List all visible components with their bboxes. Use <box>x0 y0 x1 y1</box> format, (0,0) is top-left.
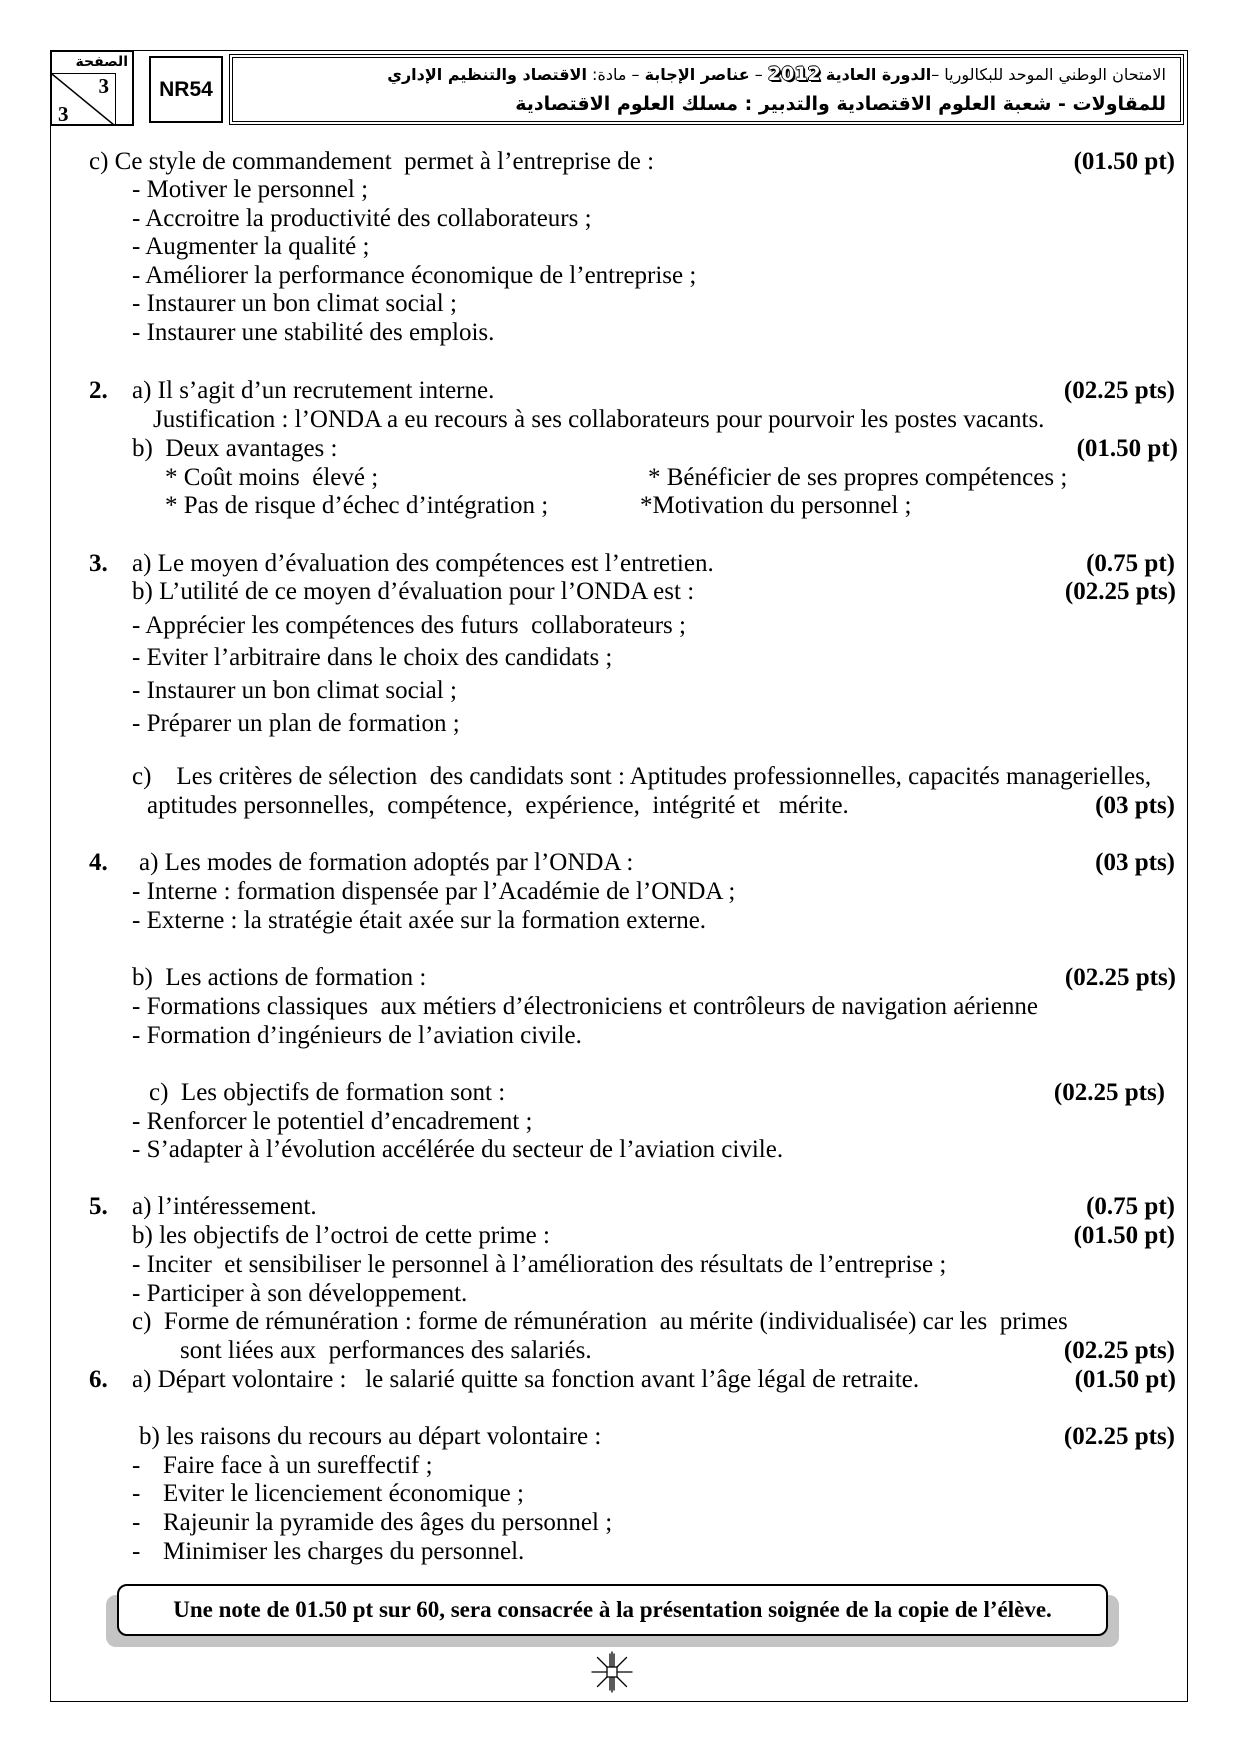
q3a-answer: a) Le moyen d’évaluation des compétences est l’entretien. <box>132 550 714 577</box>
q5b-points: (01.50 pt) <box>1073 1222 1175 1249</box>
list-bullet: - <box>132 1538 141 1565</box>
q4a-prompt: a) Les modes de formation adoptés par l’ONDA : <box>139 849 634 876</box>
q5a-answer: a) l’intéressement. <box>132 1193 317 1220</box>
q4b-points: (02.25 pts) <box>1064 964 1176 991</box>
presentation-note: Une note de 01.50 pt sur 60, sera consacrée à la présentation soignée de la copie de l’élève. <box>173 1597 1052 1622</box>
q2-number: 2. <box>89 377 108 404</box>
list-item: - Instaurer un bon climat social ; <box>132 290 457 317</box>
list-item: *Motivation du personnel ; <box>640 492 912 519</box>
asterisk-ornament-icon <box>590 1650 634 1694</box>
q5a-points: (0.75 pt) <box>1086 1193 1175 1220</box>
title-subject: الاقتصاد والتنظيم الإداري <box>387 65 587 84</box>
page-number-box <box>50 50 134 126</box>
list-item: * Pas de risque d’échec d’intégration ; <box>165 492 549 519</box>
list-item: - Instaurer une stabilité des emplois. <box>132 319 495 346</box>
list-item: Rajeunir la pyramide des âges du personnel ; <box>163 1509 613 1536</box>
q4c-points: (02.25 pts) <box>1053 1079 1165 1106</box>
page-fraction <box>52 73 116 124</box>
q2a-justification: Justification : l’ONDA a eu recours à ses collaborateurs pour pourvoir les postes vacants. <box>153 406 1045 433</box>
list-item: - Interne : formation dispensée par l’Académie de l’ONDA ; <box>132 878 736 905</box>
presentation-note-box <box>117 1584 1108 1636</box>
list-item: - Motiver le personnel ; <box>132 176 369 203</box>
list-item: Faire face à un sureffectif ; <box>163 1452 433 1479</box>
q5c-points: (02.25 pts) <box>1063 1337 1175 1364</box>
q3c-answer-line-1: c) Les critères de sélection des candidats sont : Aptitudes professionnelles, capacités managerielles, <box>132 763 1152 790</box>
list-bullet: - <box>132 1509 141 1536</box>
q4b-prompt: b) Les actions de formation : <box>132 964 427 991</box>
list-bullet: - <box>132 1452 141 1479</box>
q3a-points: (0.75 pt) <box>1086 550 1175 577</box>
list-item: - Formations classiques aux métiers d’électroniciens et contrôleurs de navigation aérienne <box>132 993 1038 1020</box>
q6a-points: (01.50 pt) <box>1074 1366 1176 1393</box>
list-item: - Augmenter la qualité ; <box>132 233 370 260</box>
q6a-answer: a) Départ volontaire : le salarié quitte sa fonction avant l’âge légal de retraite. <box>132 1366 920 1393</box>
exam-code-box <box>149 56 223 123</box>
q1c-points: (01.50 pt) <box>1073 148 1175 175</box>
list-item: - Instaurer un bon climat social ; <box>132 677 457 704</box>
q4a-points: (03 pts) <box>1095 849 1175 876</box>
q1c-prompt: c) Ce style de commandement permet à l’entreprise de : <box>89 148 655 175</box>
list-item: - Eviter l’arbitraire dans le choix des candidats ; <box>132 644 613 671</box>
q6b-prompt: b) les raisons du recours au départ volontaire : <box>139 1423 602 1450</box>
list-item: - Accroitre la productivité des collaborateurs ; <box>132 205 592 232</box>
q2b-points: (01.50 pt) <box>1076 435 1178 462</box>
title-session: الدورة العادية <box>825 65 932 84</box>
title-year: 2012 <box>767 63 821 85</box>
title-subject-label: – مادة: <box>592 65 640 84</box>
q6-number: 6. <box>89 1366 108 1393</box>
title-exam-name: الامتحان الوطني الموحد للبكالوريا – <box>931 65 1166 84</box>
q2b-prompt: b) Deux avantages : <box>132 435 338 462</box>
exam-title-box <box>229 54 1184 125</box>
q2a-answer: a) Il s’agit d’un recrutement interne. <box>132 377 495 404</box>
list-item: - Préparer un plan de formation ; <box>132 710 460 737</box>
q3b-prompt: b) L’utilité de ce moyen d’évaluation pour l’ONDA est : <box>132 578 695 605</box>
q5c-answer-line-1: c) Forme de rémunération : forme de rémunération au mérite (individualisée) car les primes <box>132 1308 1068 1335</box>
list-item: Eviter le licenciement économique ; <box>163 1480 524 1507</box>
list-item: - Participer à son développement. <box>132 1280 468 1307</box>
q4c-prompt: c) Les objectifs de formation sont : <box>149 1079 506 1106</box>
q4-number: 4. <box>89 849 108 876</box>
list-item: - Inciter et sensibiliser le personnel à l’amélioration des résultats de l’entreprise ; <box>132 1251 947 1278</box>
q3-number: 3. <box>89 550 108 577</box>
q5-number: 5. <box>89 1193 108 1220</box>
list-item: - Formation d’ingénieurs de l’aviation civile. <box>132 1022 582 1049</box>
list-item: Minimiser les charges du personnel. <box>163 1538 525 1565</box>
exam-title-line-2: للمقاولات - شعبة العلوم الاقتصادية والتدبير : مسلك العلوم الاقتصادية <box>515 93 1166 115</box>
list-item: - S’adapter à l’évolution accélérée du secteur de l’aviation civile. <box>132 1136 784 1163</box>
list-item: * Coût moins élevé ; <box>165 464 379 491</box>
exam-code: NR54 <box>159 78 213 101</box>
list-item: - Externe : la stratégie était axée sur la formation externe. <box>132 907 707 934</box>
q5b-prompt: b) les objectifs de l’octroi de cette prime : <box>132 1222 550 1249</box>
q3b-points: (02.25 pts) <box>1064 578 1176 605</box>
list-item: - Améliorer la performance économique de l’entreprise ; <box>132 262 697 289</box>
list-item: - Apprécier les compétences des futurs collaborateurs ; <box>132 612 686 639</box>
page-current: 3 <box>98 74 109 98</box>
page-total: 3 <box>58 102 69 126</box>
q2a-points: (02.25 pts) <box>1063 377 1175 404</box>
list-item: * Bénéficier de ses propres compétences ; <box>648 464 1068 491</box>
q3c-points: (03 pts) <box>1095 792 1175 819</box>
list-item: - Renforcer le potentiel d’encadrement ; <box>132 1108 533 1135</box>
list-bullet: - <box>132 1480 141 1507</box>
q5c-answer-line-2: sont liées aux performances des salariés. <box>180 1337 592 1364</box>
q6b-points: (02.25 pts) <box>1063 1423 1175 1450</box>
title-separator: – <box>754 65 763 84</box>
q3c-answer-line-2: aptitudes personnelles, compétence, expérience, intégrité et mérite. <box>147 792 849 819</box>
page-label: الصفحة <box>75 54 128 70</box>
title-answer-key: عناصر الإجابة <box>644 65 750 84</box>
exam-title-line-1 <box>243 62 1166 86</box>
